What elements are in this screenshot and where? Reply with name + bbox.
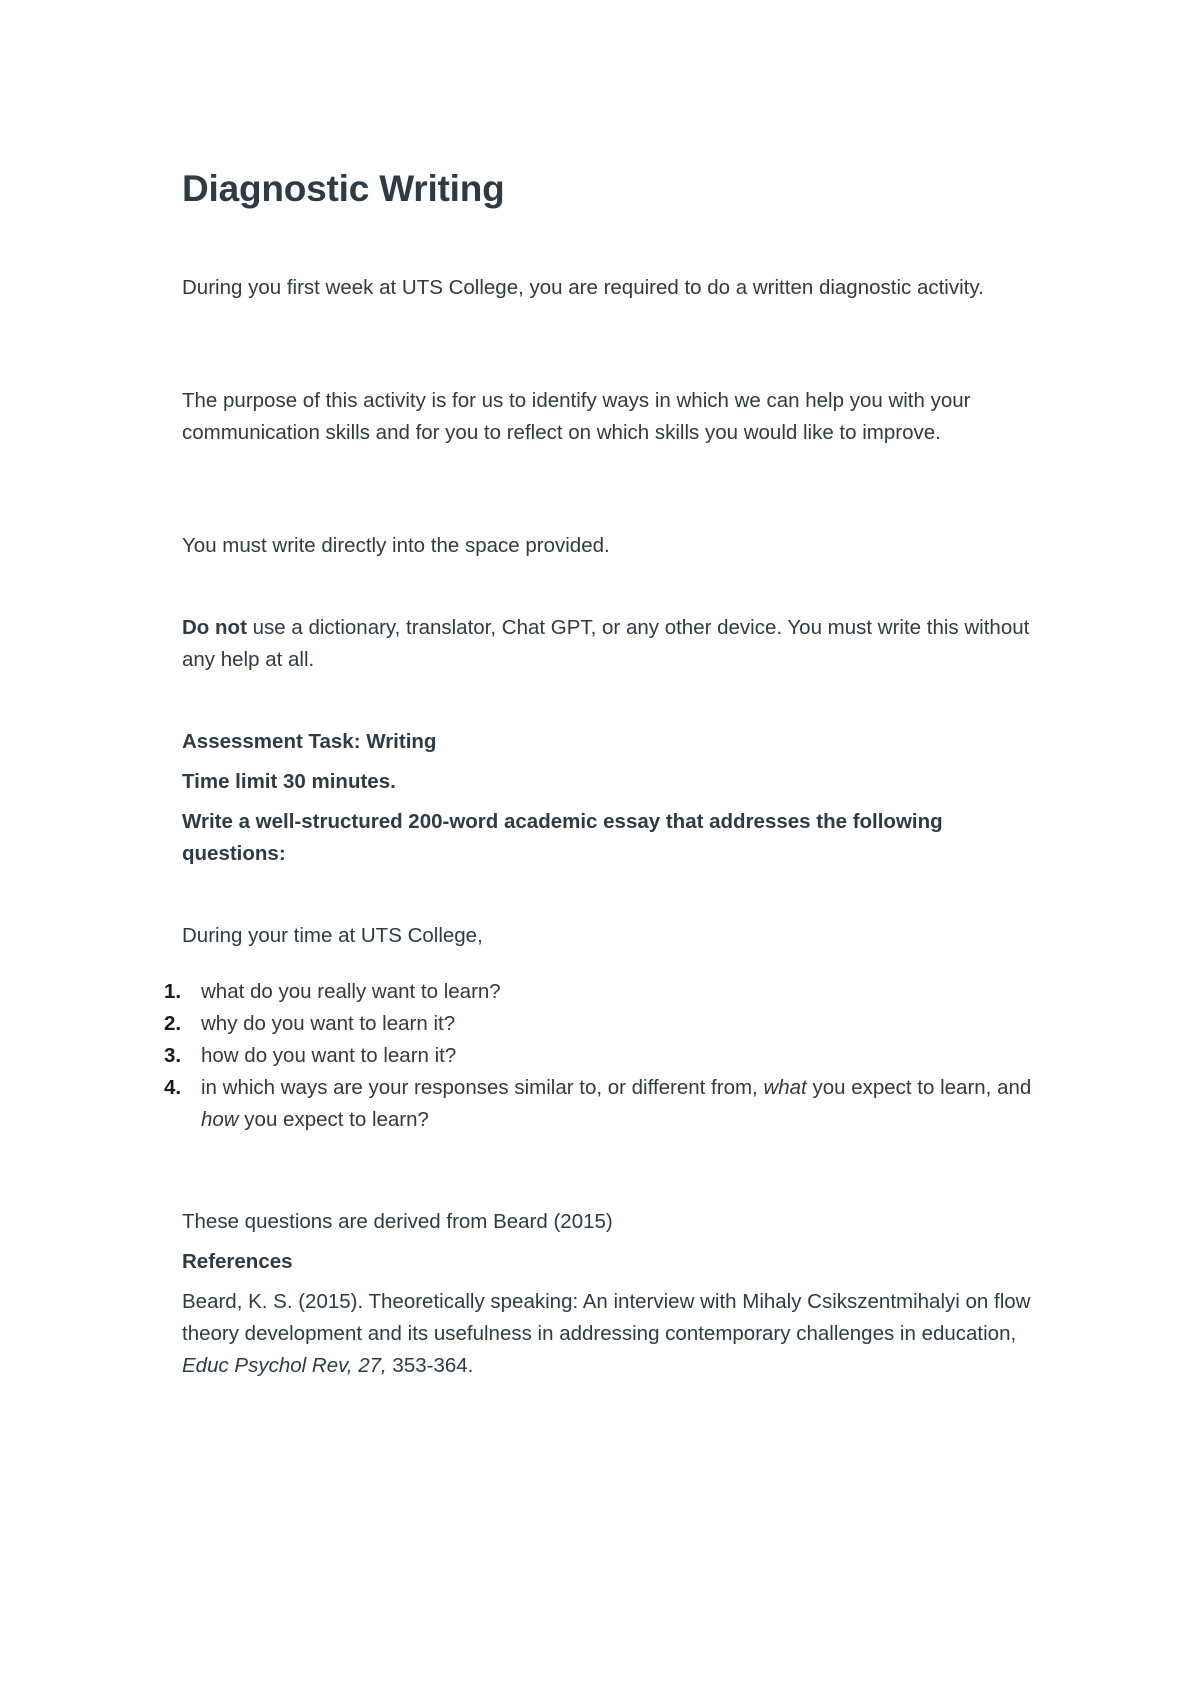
reference-journal: Educ Psychol Rev, 27, (182, 1354, 387, 1377)
list-item-number: 2. (164, 1012, 182, 1035)
warning-paragraph (182, 612, 1032, 676)
list-item-text-b: you expect to learn, and (806, 1076, 1032, 1099)
list-item-emphasis-how: how (201, 1108, 239, 1131)
list-item-text-c: you expect to learn? (238, 1108, 429, 1131)
list-item-text: what do you really want to learn? (201, 980, 501, 1003)
warning-emphasis: Do not (182, 616, 247, 639)
question-lead-in: During your time at UTS College, (182, 924, 483, 947)
list-item-text-a: in which ways are your responses similar to, or different from, (201, 1076, 764, 1099)
list-item-text: why do you want to learn it? (201, 1012, 456, 1035)
list-item (164, 1040, 1032, 1072)
task-time-limit: Time limit 30 minutes. (182, 770, 396, 793)
reference-pages: 353-364. (386, 1354, 474, 1377)
question-list (164, 976, 1032, 1136)
list-item-text: how do you want to learn it? (201, 1044, 457, 1067)
list-item-emphasis-what: what (763, 1076, 807, 1099)
reference-entry (182, 1286, 1032, 1382)
warning-text: use a dictionary, translator, Chat GPT, or any other device. You must write this without any help at all. (182, 616, 1030, 671)
list-item (164, 1008, 1032, 1040)
references-heading: References (182, 1250, 293, 1273)
list-item (164, 976, 1032, 1008)
reference-text: Beard, K. S. (2015). Theoretically speaking: An interview with Mihaly Csikszentmihalyi on flow theory development and its usefulness in addressing contemporary challenges in education, (182, 1290, 1031, 1345)
list-item-number: 1. (164, 980, 182, 1003)
list-item (164, 1072, 1032, 1136)
list-item-number: 3. (164, 1044, 182, 1067)
page-title: Diagnostic Writing (182, 168, 505, 209)
task-heading: Assessment Task: Writing (182, 730, 437, 753)
source-note: These questions are derived from Beard (2015) (182, 1210, 613, 1233)
task-instruction: Write a well-structured 200-word academic essay that addresses the following questions: (182, 810, 943, 865)
intro-paragraph-3: You must write directly into the space provided. (182, 534, 610, 557)
list-item-number: 4. (164, 1076, 182, 1099)
intro-paragraph-1: During you first week at UTS College, you are required to do a written diagnostic activity. (182, 276, 984, 299)
intro-paragraph-2: The purpose of this activity is for us to identify ways in which we can help you with your communication skills and for you to reflect on which skills you would like to improve. (182, 389, 971, 444)
